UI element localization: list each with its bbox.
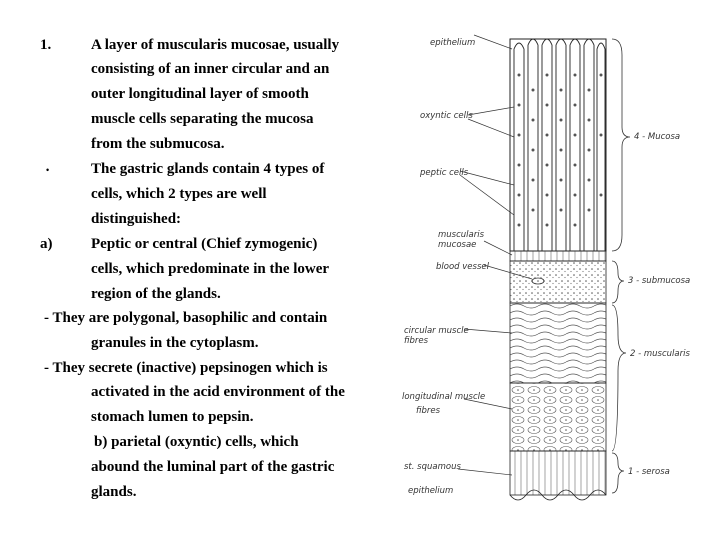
bullet-marker: • [46,165,50,175]
submucosa-layer [510,261,606,303]
label-circular-2: fibres [404,336,429,346]
label-longitudinal-1: longitudinal muscle [402,392,486,402]
text-line: Peptic or central (Chief zymogenic) [91,236,318,252]
text-line: cells, which 2 types are well [91,186,267,202]
label-squamous-2: epithelium [408,486,454,496]
gastric-glands [510,39,606,251]
serosa-layer [510,451,606,495]
text-line: stomach lumen to pepsin. [91,409,254,425]
text-line: distinguished: [91,211,182,227]
label-muscularis-1: muscularis [438,230,485,240]
label-circular-1: circular muscle [404,326,469,336]
text-line: A layer of muscularis mucosae, usually [91,37,340,53]
label-epithelium: epithelium [430,38,476,48]
text-line: from the submucosa. [91,136,225,152]
label-muscularis: 2 - muscularis [630,349,690,359]
text-line: consisting of an inner circular and an [91,61,330,77]
text-line: The gastric glands contain 4 types of [91,161,325,177]
label-blood-vessel: blood vessel [436,262,489,272]
muscularis-mucosae-band [510,251,606,261]
label-longitudinal-2: fibres [416,406,441,416]
list-letter-a: a) [40,236,53,252]
label-serosa: 1 - serosa [628,467,670,477]
circular-muscle-layer [510,303,606,383]
right-labels [628,132,690,477]
left-labels [402,38,490,496]
label-mucosa: 4 - Mucosa [634,132,681,142]
text-line: granules in the cytoplasm. [91,335,259,351]
label-muscularis-2: mucosae [438,240,477,250]
text-line: region of the glands. [91,286,221,302]
text-line: b) parietal (oxyntic) cells, which [94,434,299,450]
text-line: activated in the acid environment of the [91,384,345,400]
list-number-1: 1. [40,37,52,53]
label-oxyntic-cells: oxyntic cells [420,111,473,121]
label-peptic-cells: peptic cells [420,168,469,178]
longitudinal-muscle-layer [510,383,606,451]
text-line: cells, which predominate in the lower [91,261,330,277]
right-braces [612,39,630,493]
text-line: outer longitudinal layer of smooth [91,86,309,102]
text-line: muscle cells separating the mucosa [91,111,314,127]
stomach-wall-diagram [398,15,720,525]
label-squamous-1: st. squamous [404,462,461,472]
text-line: glands. [91,484,137,500]
label-submucosa: 3 - submucosa [628,276,691,286]
text-line: - They secrete (inactive) pepsinogen which is [44,360,328,376]
text-line: abound the luminal part of the gastric [91,459,335,475]
text-line: - They are polygonal, basophilic and contain [44,310,328,326]
